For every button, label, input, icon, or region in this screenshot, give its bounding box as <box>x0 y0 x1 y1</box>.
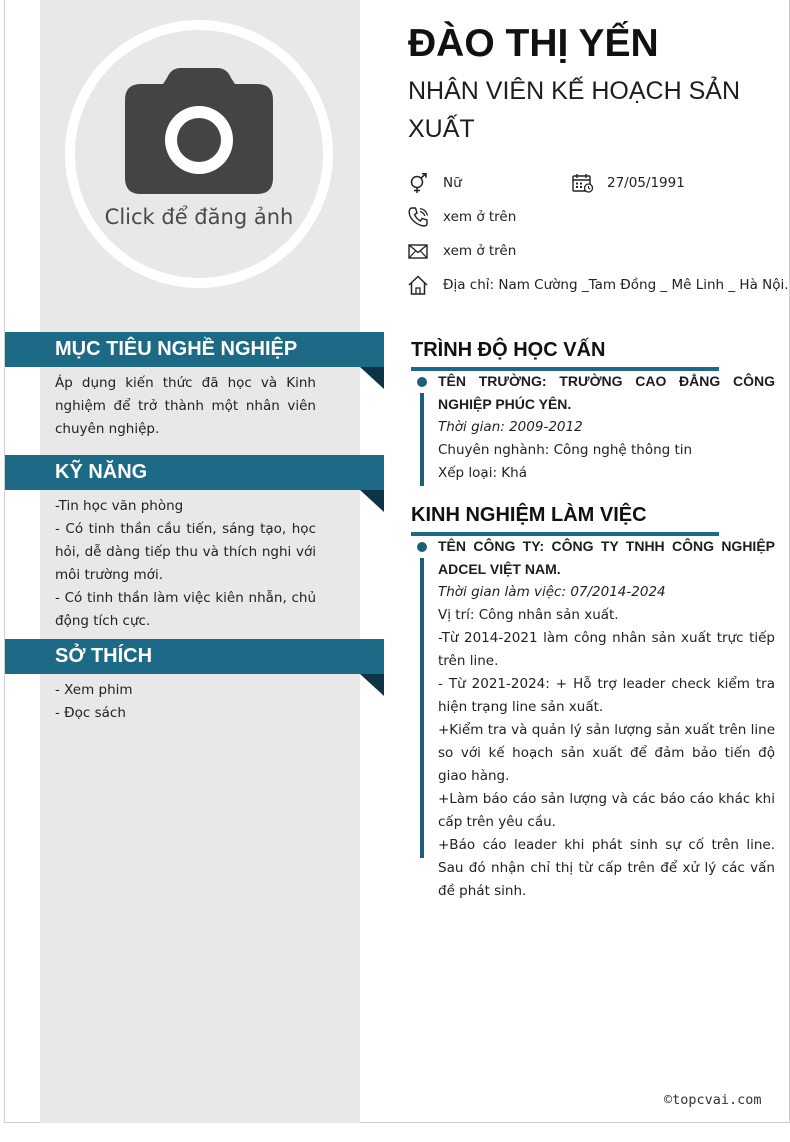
ribbon-fold <box>360 674 384 696</box>
timeline-bar <box>420 558 424 858</box>
timeline-bar <box>420 393 424 486</box>
experience-heading: KINH NGHIỆM LÀM VIỆC <box>411 501 719 536</box>
gender-icon <box>408 173 430 193</box>
education-rank: Xếp loại: Khá <box>438 465 527 481</box>
experience-time: Thời gian làm việc: 07/2014-2024 <box>438 584 666 600</box>
education-time: Thời gian: 2009-2012 <box>438 419 583 435</box>
photo-placeholder[interactable] <box>75 30 323 278</box>
timeline-bullet <box>417 542 427 552</box>
ribbon-fold <box>360 490 384 512</box>
school-name: TÊN TRƯỜNG: TRƯỜNG CAO ĐẲNG CÔNG NGHIỆP PHÚC YÊN. <box>438 373 775 412</box>
objective-heading: MỤC TIÊU NGHỀ NGHIỆP <box>5 332 384 367</box>
photo-upload[interactable] <box>65 20 333 288</box>
ribbon-fold <box>360 367 384 389</box>
skills-list <box>55 495 316 633</box>
education-major: Chuyên nghành: Công nghệ thông tin <box>438 442 693 458</box>
hobbies-list <box>55 679 316 725</box>
experience-line: - Từ 2021-2024: + Hỗ trợ leader check kiểm tra hiện trạng line sản xuất. <box>438 676 775 715</box>
photo-caption: Click để đăng ảnh <box>104 205 294 229</box>
hobbies-heading: SỞ THÍCH <box>5 639 384 674</box>
job-title: NHÂN VIÊN KẾ HOẠCH SẢN XUẤT <box>408 77 741 143</box>
calendar-icon <box>572 173 594 193</box>
timeline-bullet <box>417 377 427 387</box>
experience-line: +Báo cáo leader khi phát sinh sự cố trên line. Sau đó nhận chỉ thị từ cấp trên để xử lý các vấn đề phát sinh. <box>438 837 775 899</box>
home-icon <box>408 275 430 295</box>
skill-item: - Có tinh thần làm việc kiên nhẫn, chủ động tích cực. <box>55 590 316 629</box>
skill-item: - Có tinh thần cầu tiến, sáng tạo, học hỏi, dễ dàng tiếp thu và thích nghi với môi trường mới. <box>55 521 316 583</box>
hobby-item: - Đọc sách <box>55 705 126 721</box>
experience-line: Vị trí: Công nhân sản xuất. <box>438 607 619 623</box>
experience-line: -Từ 2014-2021 làm công nhân sản xuất trực tiếp trên line. <box>438 630 775 669</box>
education-entry <box>438 370 775 485</box>
birthday-value: 27/05/1991 <box>607 175 685 191</box>
address-value: Địa chỉ: Nam Cường _Tam Đồng _ Mê Linh _ Hà Nội. <box>443 277 789 293</box>
experience-line: +Làm báo cáo sản lượng và các báo cáo khác khi cấp trên yêu cầu. <box>438 791 775 830</box>
objective-text: Áp dụng kiến thức đã học và Kinh nghiệm để trở thành một nhân viên chuyên nghiệp. <box>55 375 316 437</box>
education-heading: TRÌNH ĐỘ HỌC VẤN <box>411 336 719 371</box>
phone-value: xem ở trên <box>443 209 517 225</box>
camera-icon <box>125 66 273 196</box>
experience-entry <box>438 535 775 903</box>
mail-icon <box>408 241 430 261</box>
phone-icon <box>408 207 430 227</box>
company-name: TÊN CÔNG TY: CÔNG TY TNHH CÔNG NGHIỆP ADCEL VIỆT NAM. <box>438 538 775 577</box>
hobby-item: - Xem phim <box>55 682 133 698</box>
gender-value: Nữ <box>443 175 462 191</box>
email-value: xem ở trên <box>443 243 517 259</box>
skill-item: -Tin học văn phòng <box>55 498 184 514</box>
watermark: ©topcvai.com <box>664 1092 762 1108</box>
experience-line: +Kiểm tra và quản lý sản lượng sản xuất trên line so với kế hoạch sản xuất để đảm bảo tiến độ giao hàng. <box>438 722 775 784</box>
skills-heading: KỸ NĂNG <box>5 455 384 490</box>
candidate-name: ĐÀO THỊ YẾN <box>408 22 659 65</box>
